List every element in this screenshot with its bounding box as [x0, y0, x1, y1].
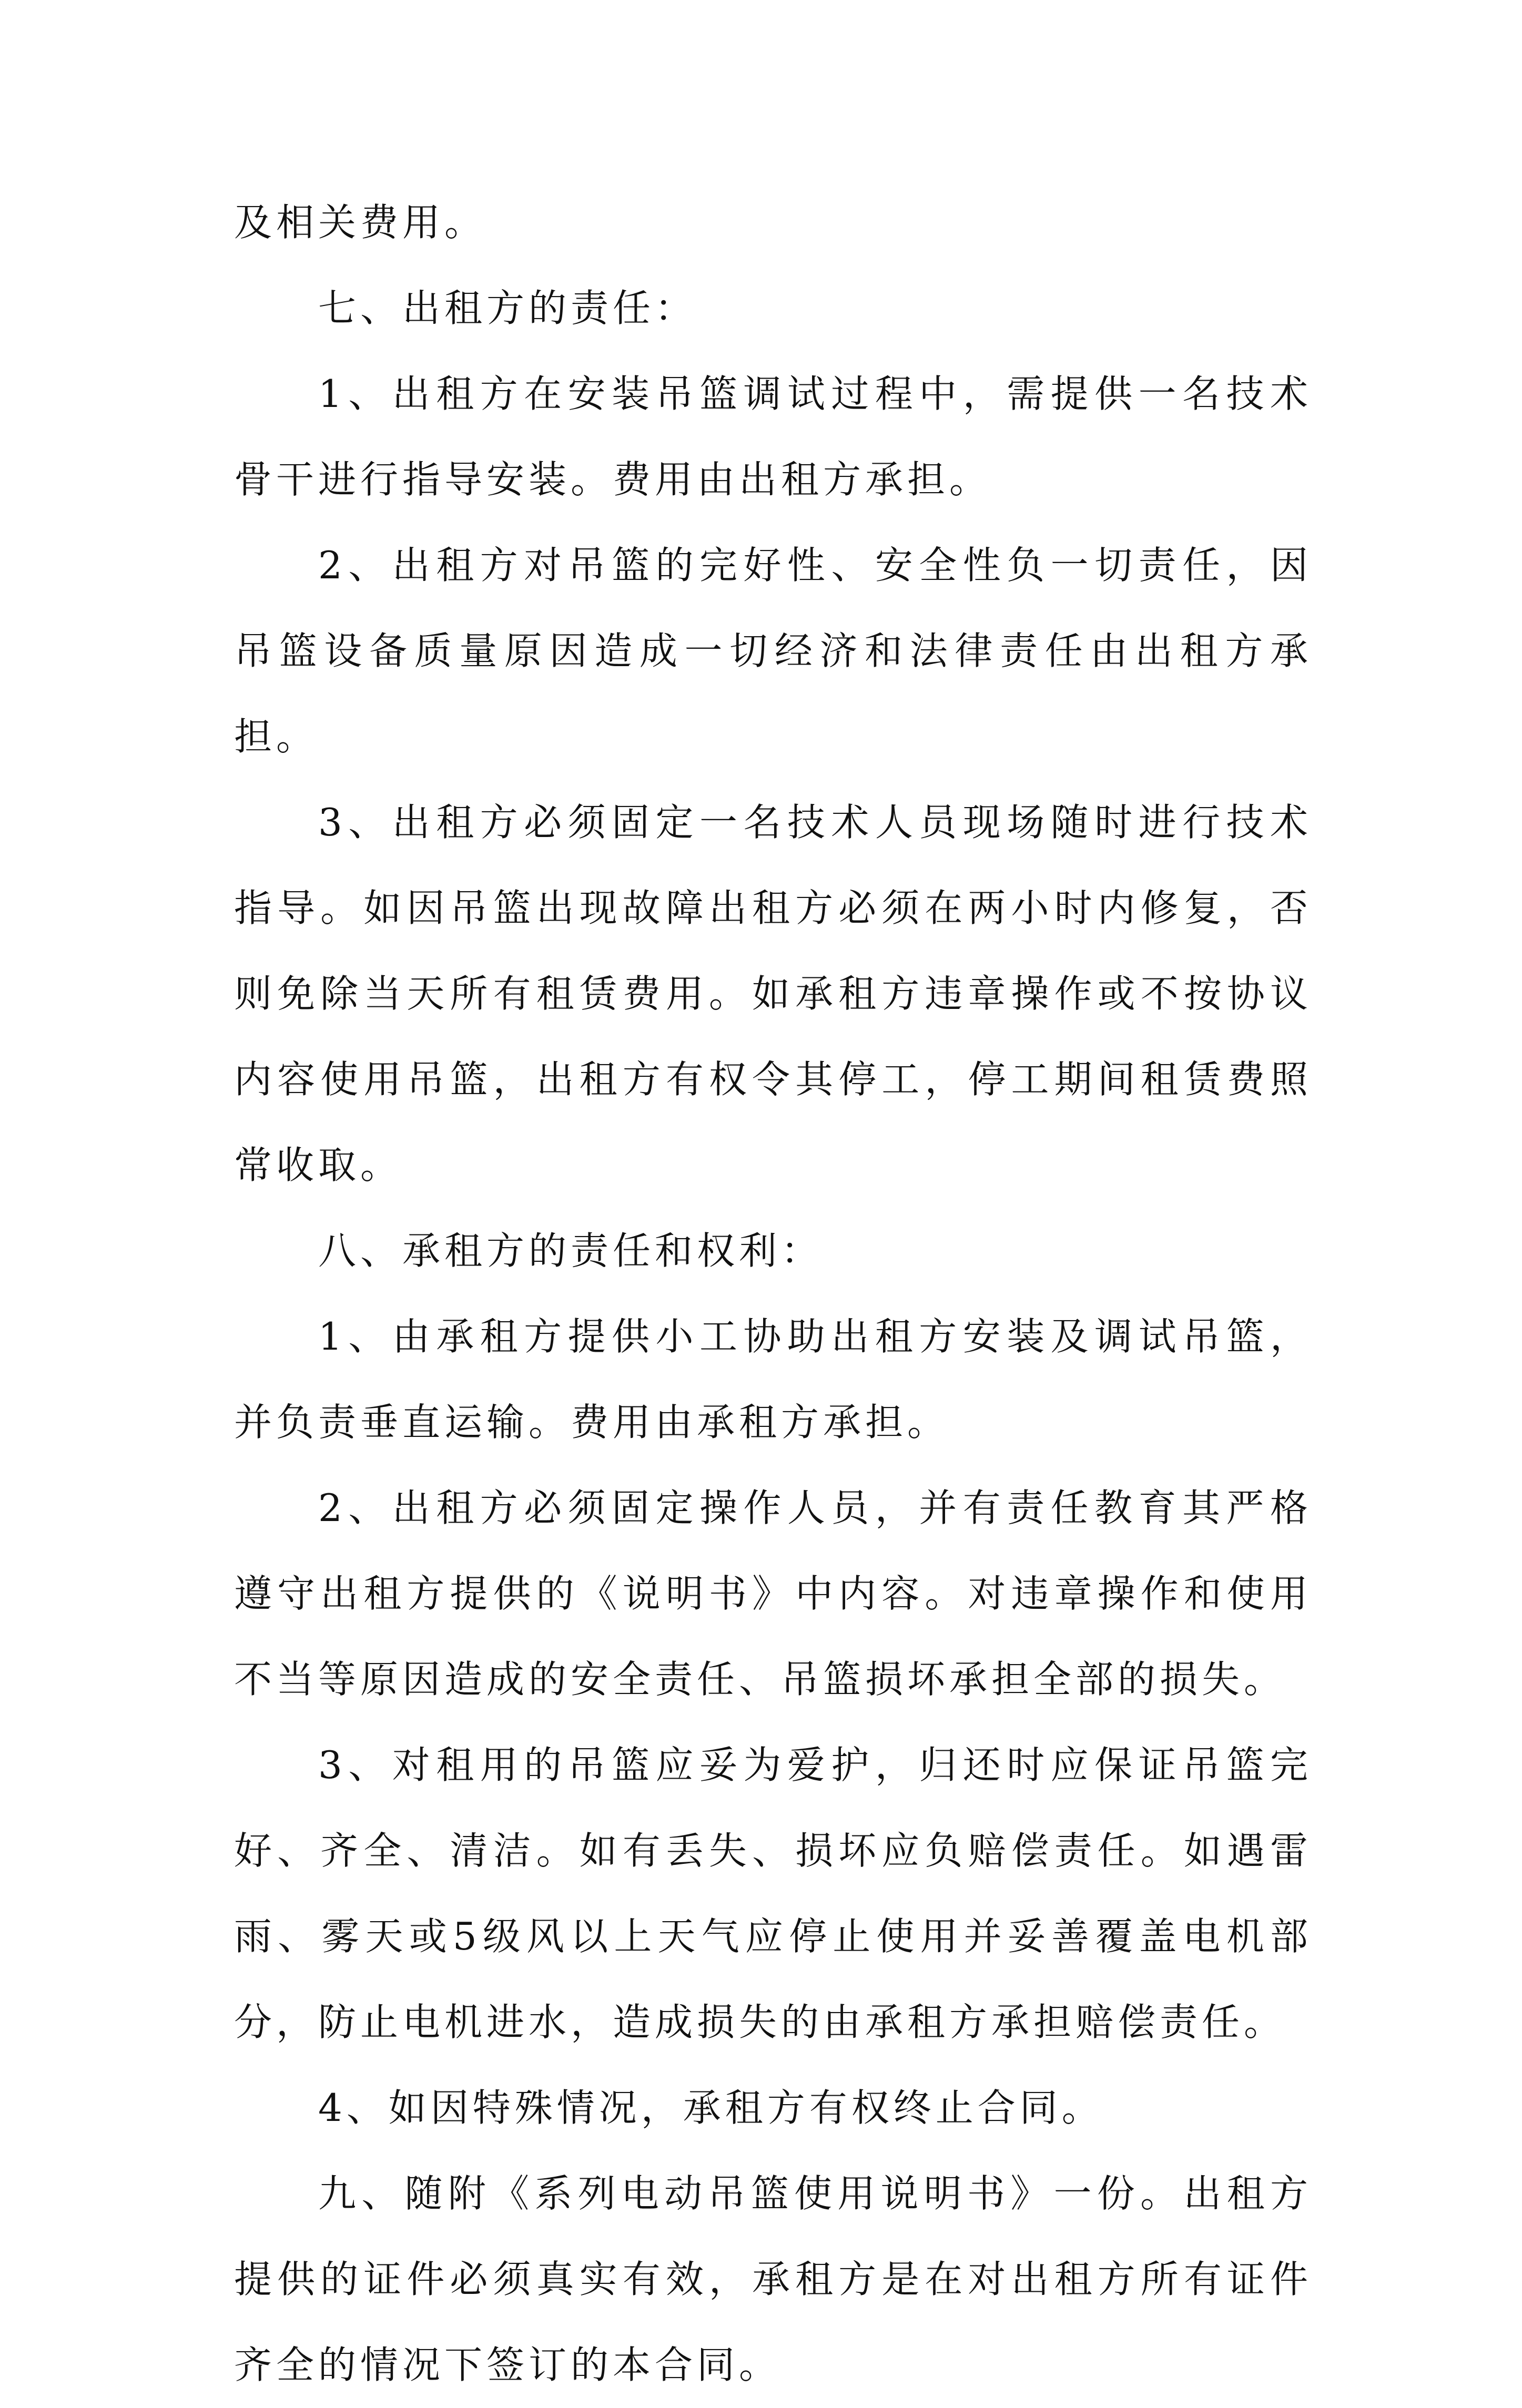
- section-heading-lessee-duties: 八、承租方的责任和权利：: [318, 1229, 824, 1273]
- paragraph-lessee-duty-3: 3、对租用的吊篮应妥为爱护，归还时应保证吊篮完好、齐全、清洁。如有丢失、损坏应负赔偿责任。如遇雷雨、雾天或5级风以上天气应停止使用并妥善覆盖电机部分，防止电机进水，造成损失的由承租方承担赔偿责任。: [234, 1743, 1312, 2044]
- paragraph-lessee-duty-1: 1、由承租方提供小工协助出租方安装及调试吊篮，并负责垂直运输。费用由承租方承担。: [234, 1314, 1312, 1444]
- section-attachment-manual: 九、随附《系列电动吊篮使用说明书》一份。出租方提供的证件必须真实有效，承租方是在对出租方所有证件齐全的情况下签订的本合同。: [234, 2171, 1312, 2387]
- paragraph-lessee-duty-2: 2、出租方必须固定操作人员，并有责任教育其严格遵守出租方提供的《说明书》中内容。对违章操作和使用不当等原因造成的安全责任、吊篮损坏承担全部的损失。: [234, 1486, 1312, 1701]
- paragraph-lessor-duty-1: 1、出租方在安装吊篮调试过程中，需提供一名技术骨干进行指导安装。费用由出租方承担。: [234, 372, 1312, 502]
- contract-body: [234, 180, 1312, 2408]
- paragraph-lessor-duty-2: 2、出租方对吊篮的完好性、安全性负一切责任，因吊篮设备质量原因造成一切经济和法律责任由出租方承担。: [234, 543, 1312, 759]
- paragraph-lessor-duty-3: 3、出租方必须固定一名技术人员现场随时进行技术指导。如因吊篮出现故障出租方必须在两小时内修复，否则免除当天所有租赁费用。如承租方违章操作或不按协议内容使用吊篮，出租方有权令其停工，停工期间租赁费照常收取。: [234, 800, 1312, 1187]
- section-heading-lessor-duties: 七、出租方的责任：: [318, 286, 697, 330]
- paragraph-lessee-duty-4: 4、如因特殊情况，承租方有权终止合同。: [318, 2086, 1104, 2130]
- paragraph-fees-continued: 及相关费用。: [234, 200, 487, 244]
